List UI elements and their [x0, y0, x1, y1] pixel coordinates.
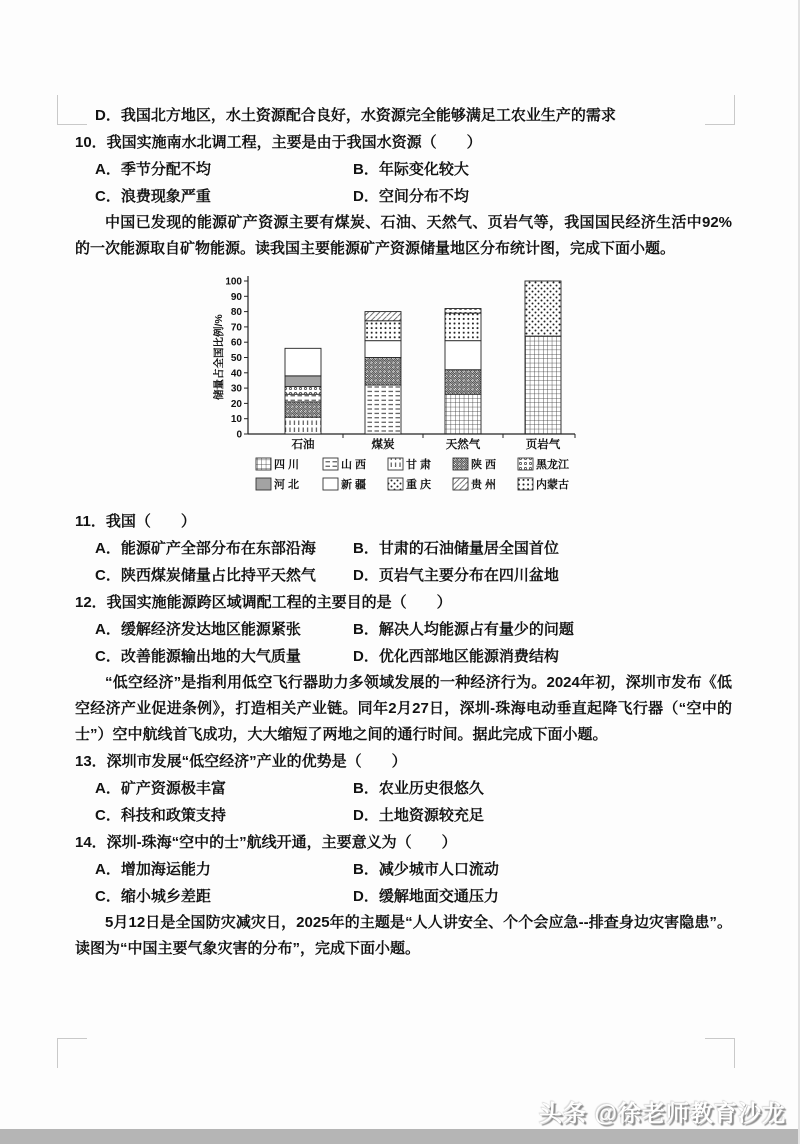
question-12-options-cd — [75, 643, 732, 670]
x-category-label: 页岩气 — [525, 439, 561, 451]
y-tick-label: 100 — [225, 276, 242, 288]
legend-label-7: 重 庆 — [406, 479, 432, 491]
question-11-options-ab-right: B．甘肃的石油储量居全国首位 — [353, 540, 559, 557]
bar-segment-石油-黑龙江 — [285, 387, 321, 395]
question-12-options-cd-left: C．改善能源输出地的大气质量 — [95, 648, 301, 665]
y-tick-label: 60 — [230, 337, 242, 349]
y-tick-label: 80 — [230, 307, 242, 319]
question-10-options-cd — [75, 183, 732, 210]
bar-segment-天然气-黑龙江 — [445, 309, 481, 314]
question-12-options-ab-right: B．解决人均能源占有量少的问题 — [353, 621, 574, 638]
question-11-options-cd-right: D．页岩气主要分布在四川盆地 — [353, 567, 559, 584]
corner-mark-bottom-right — [705, 1038, 735, 1068]
y-axis-title: 储量占全国比例/% — [213, 314, 225, 400]
bar-segment-煤炭-内蒙古 — [365, 321, 401, 341]
y-tick-label: 0 — [236, 429, 242, 441]
bar-segment-天然气-四川 — [445, 394, 481, 434]
legend-label-8: 贵 州 — [471, 479, 497, 491]
question-10-options-cd-right: D．空间分布不均 — [353, 188, 469, 205]
corner-mark-bottom-left — [57, 1038, 87, 1068]
legend-label-1: 山 西 — [341, 459, 367, 471]
question-11-options-cd — [75, 562, 732, 589]
bar-segment-页岩气-重庆 — [525, 281, 561, 336]
question-10-options-cd-left: C．浪费现象严重 — [95, 188, 211, 205]
question-13: 13．深圳市发展“低空经济”产业的优势是（ ） — [75, 753, 407, 770]
legend-swatch-6 — [323, 478, 338, 490]
y-tick-label: 90 — [230, 291, 242, 303]
legend-swatch-7 — [388, 478, 403, 490]
legend-swatch-9 — [518, 478, 533, 490]
bar-segment-页岩气-四川 — [525, 336, 561, 434]
bar-segment-天然气-陕西 — [445, 370, 481, 394]
bar-segment-煤炭-新疆 — [365, 341, 401, 358]
legend-label-2: 甘 肃 — [406, 459, 432, 471]
question-14: 14．深圳-珠海“空中的士”航线开通，主要意义为（ ） — [75, 834, 457, 851]
question-12-options-ab — [75, 616, 732, 643]
question-10-options-ab-right: B．年际变化较大 — [353, 161, 469, 178]
question-12-options-ab-left: A．缓解经济发达地区能源紧张 — [95, 621, 301, 638]
question-11-options-ab — [75, 535, 732, 562]
bar-segment-煤炭-陕西 — [365, 358, 401, 386]
passage-disaster-prevention: 5月12日是全国防灾减灾日，2025年的主题是“人人讲安全、个个会应急--排查身边灾害隐患”。读图为“中国主要气象灾害的分布”，完成下面小题。 — [75, 914, 732, 957]
stacked-bar-chart — [213, 266, 598, 502]
y-tick-label: 30 — [230, 383, 242, 395]
energy-storage-chart — [213, 266, 732, 502]
question-14-options-cd-left: C．缩小城乡差距 — [95, 888, 211, 905]
document-body — [75, 102, 732, 962]
x-category-label: 煤炭 — [371, 439, 395, 451]
bar-segment-石油-陕西 — [285, 402, 321, 417]
y-tick-label: 50 — [230, 353, 242, 364]
legend-swatch-3 — [453, 458, 468, 470]
legend-swatch-0 — [256, 458, 271, 470]
question-11-options-ab-left: A．能源矿产全部分布在东部沿海 — [95, 540, 316, 557]
y-tick-label: 20 — [230, 398, 242, 410]
bar-segment-天然气-新疆 — [445, 341, 481, 370]
bar-segment-石油-新疆 — [285, 348, 321, 376]
watermark: 头条 @徐老师教育沙龙 — [539, 1100, 786, 1126]
legend-label-3: 陕 西 — [471, 459, 497, 471]
question-13-options-ab-right: B．农业历史很悠久 — [353, 780, 484, 797]
passage-low-altitude-economy: “低空经济”是指利用低空飞行器助力多领域发展的一种经济行为。2024年初，深圳市发布《低空经济产业促进条例》，打造相关产业链。同年2月27日，深圳-珠海电动垂直起降飞行器（“空中的士”）空中航线首飞成功，大大缩短了两地之间的通行时间。据此完成下面小题。 — [75, 674, 732, 743]
question-13-options-cd-right: D．土地资源较充足 — [353, 807, 484, 824]
legend-label-6: 新 疆 — [341, 479, 367, 491]
legend-label-4: 黑龙江 — [536, 459, 569, 471]
legend-swatch-4 — [518, 458, 533, 470]
question-10-options-ab — [75, 156, 732, 183]
legend-swatch-1 — [323, 458, 338, 470]
x-category-label: 天然气 — [445, 439, 481, 451]
question-12: 12．我国实施能源跨区域调配工程的主要目的是（ ） — [75, 594, 452, 611]
bar-segment-石油-河北 — [285, 376, 321, 387]
y-tick-label: 40 — [230, 368, 242, 380]
legend-label-5: 河 北 — [274, 479, 300, 491]
y-tick-label: 10 — [230, 414, 242, 426]
bar-segment-天然气-内蒙古 — [445, 313, 481, 341]
y-tick-label: 70 — [230, 322, 242, 334]
bar-segment-煤炭-山西 — [365, 385, 401, 434]
bottom-gray-strip — [0, 1129, 798, 1144]
legend-swatch-8 — [453, 478, 468, 490]
question-10-options-ab-left: A．季节分配不均 — [95, 161, 211, 178]
question-11: 11．我国（ ） — [75, 513, 196, 530]
bar-segment-石油-甘肃 — [285, 417, 321, 434]
question-14-options-ab-left: A．增加海运能力 — [95, 861, 211, 878]
question-13-options-cd — [75, 802, 732, 829]
question-14-options-ab-right: B．减少城市人口流动 — [353, 861, 499, 878]
legend-label-9: 内蒙古 — [536, 479, 569, 491]
question-9-option-d: D．我国北方地区，水土资源配合良好，水资源完全能够满足工农业生产的需求 — [95, 107, 616, 124]
x-category-label: 石油 — [291, 439, 315, 451]
question-14-options-ab — [75, 856, 732, 883]
legend-swatch-2 — [388, 458, 403, 470]
legend-swatch-5 — [256, 478, 271, 490]
question-14-options-cd-right: D．缓解地面交通压力 — [353, 888, 499, 905]
question-13-options-ab-left: A．矿产资源极丰富 — [95, 780, 226, 797]
passage-energy-minerals: 中国已发现的能源矿产资源主要有煤炭、石油、天然气、页岩气等，我国国民经济生活中92%的一次能源取自矿物能源。读我国主要能源矿产资源储量地区分布统计图，完成下面小题。 — [75, 214, 732, 257]
bar-segment-煤炭-贵州 — [365, 312, 401, 321]
bar-segment-石油-山西 — [285, 394, 321, 402]
legend-label-0: 四 川 — [274, 459, 300, 471]
question-12-options-cd-right: D．优化西部地区能源消费结构 — [353, 648, 559, 665]
question-13-options-ab — [75, 775, 732, 802]
question-14-options-cd — [75, 883, 732, 910]
question-13-options-cd-left: C．科技和政策支持 — [95, 807, 226, 824]
question-11-options-cd-left: C．陕西煤炭储量占比持平天然气 — [95, 567, 316, 584]
question-10: 10．我国实施南水北调工程，主要是由于我国水资源（ ） — [75, 134, 482, 151]
